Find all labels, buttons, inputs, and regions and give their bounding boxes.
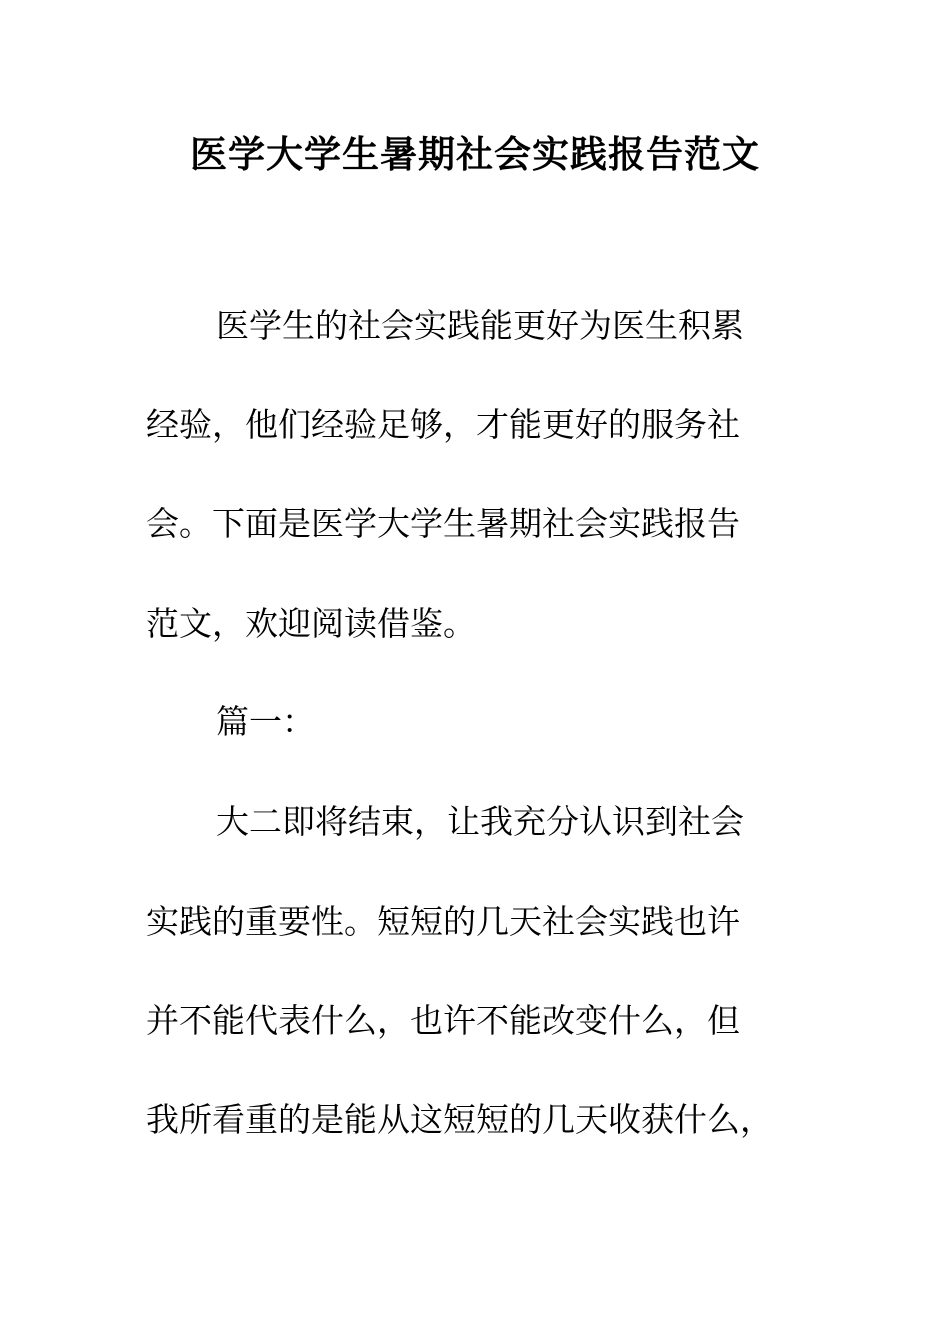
document-title: 医学大学生暑期社会实践报告范文 [190,132,760,176]
paragraph-line: 范文，欢迎阅读借鉴。 [146,604,476,643]
paragraph-line: 并不能代表什么，也许不能改变什么，但 [146,1001,740,1040]
paragraph-line: 医学生的社会实践能更好为医生积累 [216,306,744,345]
paragraph-line: 大二即将结束，让我充分认识到社会 [216,802,744,841]
section-heading: 篇一： [216,702,315,741]
paragraph-line: 我所看重的是能从这短短的几天收获什么， [146,1100,773,1139]
paragraph-line: 经验，他们经验足够，才能更好的服务社 [146,405,740,444]
paragraph-line: 实践的重要性。短短的几天社会实践也许 [146,902,740,941]
paragraph-line: 会。下面是医学大学生暑期社会实践报告 [146,504,740,543]
